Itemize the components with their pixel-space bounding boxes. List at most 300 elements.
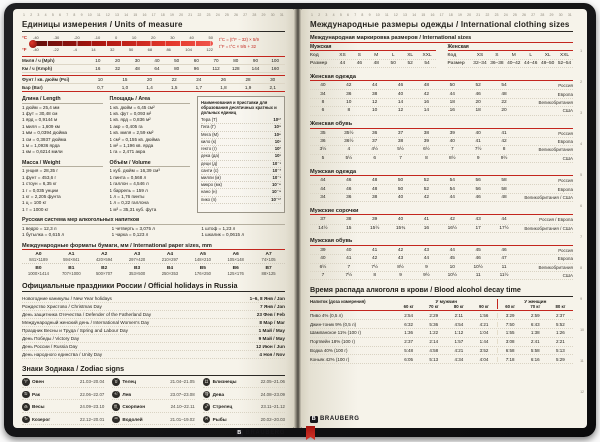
prefix-value: 10⁻²	[272, 167, 281, 173]
section-title: Мужская одежда	[310, 169, 573, 177]
value-cell: 125×176	[227, 270, 244, 276]
row-values	[88, 66, 285, 71]
row-values	[88, 58, 285, 63]
value-cell: 44–46	[524, 61, 538, 66]
value-cell: 7	[354, 13, 357, 17]
value-cell: -10	[94, 35, 101, 40]
value-cell: 14	[423, 108, 430, 114]
brauberg-brand	[22, 425, 285, 437]
value-cell: 16	[449, 108, 455, 114]
value-cell: 22	[501, 99, 507, 105]
holiday-date: 1–6, 8 Янв / Jan	[249, 295, 285, 301]
value-cell: 48–50	[540, 61, 555, 66]
code-label: Код	[310, 53, 319, 58]
value-cell: 17½	[499, 225, 509, 231]
holiday-name: День народного единства / Unity Day	[22, 352, 103, 357]
men-codes	[334, 53, 436, 58]
row-values	[88, 85, 285, 90]
value-cell: 9	[399, 273, 402, 279]
value-cell: 40	[397, 217, 404, 223]
value-cell: 210×297	[161, 256, 179, 262]
value-cell: XL	[544, 53, 551, 58]
value-cell: 7	[399, 155, 402, 161]
value-cell: XS	[476, 53, 484, 58]
open-pages	[13, 9, 587, 436]
value-cell: 50	[397, 178, 404, 184]
value-cell: А2	[101, 251, 108, 257]
zodiac-name: Близнецы	[212, 379, 237, 385]
value-cell: 4½	[371, 147, 379, 153]
value-cell: 500×707	[95, 270, 113, 276]
value-cell: 16	[423, 99, 430, 105]
value-cell: 32	[110, 47, 115, 52]
value-cell: 18	[475, 108, 481, 114]
prefix-name: Тера (Т)	[201, 117, 218, 123]
brand-name: BRAUBERG	[245, 429, 285, 436]
measure-line: 1 штоф = 1,23 л	[201, 225, 236, 231]
men-shirts-section	[310, 208, 573, 233]
men-decay-times	[396, 322, 497, 327]
holiday-name: Рождество Христово / Christmas Day	[22, 303, 102, 309]
value-cell: 122	[206, 47, 213, 52]
value-cell: 1000×1414	[27, 270, 49, 276]
value-cell: 12	[372, 99, 378, 105]
prefix-name: Мега (М)	[201, 131, 219, 137]
value-cell: 7	[66, 13, 69, 17]
value-cell: 7	[450, 147, 454, 153]
value-cell: А6	[232, 251, 239, 257]
value-cell: 2:59	[530, 312, 540, 318]
value-cell: 10½	[447, 273, 457, 279]
zodiac-dates: 22.12–20.01	[79, 416, 105, 422]
prefix-row	[201, 146, 281, 153]
formula-celsius: t°C = (t°F − 32) × 5/9	[219, 37, 259, 43]
size-row	[310, 255, 573, 263]
prefix-name: милли (м)	[201, 175, 221, 180]
holiday-date: 7 Янв / Jan	[260, 303, 285, 309]
holiday-date: 12 Июн / Jun	[256, 343, 285, 349]
drink-name: Шампанское 11% (100 г)	[310, 330, 361, 336]
value-cell: 1	[311, 13, 313, 17]
value-cell: 1,8	[220, 85, 227, 90]
zodiac-name: Стрелец	[212, 404, 233, 410]
value-cell: 44	[339, 61, 346, 66]
value-cell: 5:13	[429, 356, 439, 362]
value-cell: 6:32	[404, 321, 413, 327]
value-cell: 34	[320, 91, 326, 97]
value-cell: 88×125	[261, 270, 276, 276]
value-cell: 10	[449, 264, 455, 270]
value-cell: В7	[265, 265, 272, 271]
zodiac-dates: 24.08–23.09	[260, 391, 285, 397]
holiday-name: Праздник Весны и Труда / Spring and Labour Day	[22, 327, 128, 333]
weight-section	[22, 160, 103, 213]
value-cell: 30	[134, 58, 140, 63]
left-page-title: Единицы измерения / Units of measure	[22, 19, 285, 32]
right-page-title: Международные размеры одежды / International clothing sizes	[310, 19, 573, 32]
zodiac-dates: 21.01–19.02	[170, 416, 195, 422]
men-decay-times	[396, 339, 497, 344]
value-cell: 6	[373, 155, 377, 161]
country-label: Россия	[558, 248, 573, 254]
conversion-line: 1 унция = 28,35 г	[22, 168, 59, 174]
women-decay-times	[497, 330, 573, 335]
value-cell: 12	[105, 13, 110, 17]
value-cell: 28	[540, 13, 545, 17]
value-cell: А5	[199, 251, 206, 257]
value-cell: 9	[368, 13, 371, 17]
zodiac-section	[22, 359, 285, 425]
prefix-value: 10⁶	[274, 131, 281, 137]
value-cell: 15½	[370, 225, 380, 231]
value-cell: 11	[580, 359, 584, 363]
value-cell: 4:58	[429, 347, 439, 353]
value-cell: 10	[346, 99, 352, 105]
value-cell: 40	[397, 91, 404, 97]
country-label: Европа	[557, 186, 573, 192]
value-cell: 8	[321, 99, 325, 105]
women-marking	[448, 44, 574, 68]
conversion-line: 1 куб. дюйм = 16,39 см³	[109, 168, 160, 174]
value-cell: 16	[95, 66, 101, 71]
men-sizes	[334, 61, 436, 66]
prefix-row	[201, 168, 281, 175]
size-values	[310, 156, 517, 161]
value-cell: 7	[321, 273, 325, 279]
conversion-line: 1 баррель = 159 л	[109, 187, 148, 193]
value-cell: 5	[339, 13, 342, 17]
value-cell: 50	[397, 186, 404, 192]
size-row	[310, 146, 573, 154]
value-cell: 9	[476, 155, 480, 161]
conversion-line: 1 кв. миля = 2,59 км²	[109, 130, 154, 136]
prefix-value: 10⁻¹²	[271, 196, 281, 202]
value-cell: 1,7	[195, 85, 202, 90]
value-cell: 39	[449, 130, 455, 136]
section-title: Масса / Weight	[22, 160, 103, 168]
value-cell: А1	[68, 251, 75, 257]
holidays-section	[22, 276, 285, 359]
value-cell: 38	[372, 194, 378, 200]
value-cell: 46	[356, 61, 363, 66]
value-cell: 40	[189, 35, 194, 40]
holiday-name: День России / Russia Day	[22, 343, 78, 349]
row-label: Бар (Bar)	[22, 85, 43, 90]
holiday-date: 23 Фев / Feb	[256, 311, 285, 317]
value-cell: 7	[580, 235, 583, 239]
women-clothing-section	[310, 74, 573, 116]
value-cell: 46	[346, 178, 352, 184]
drink-column-header: Напиток (доза измерения)	[310, 299, 366, 305]
value-cell: 4:34	[454, 356, 464, 362]
women-label: Женская	[448, 44, 574, 51]
thermometer-bar	[33, 41, 213, 46]
zodiac-item	[203, 403, 285, 413]
holiday-row	[22, 343, 285, 351]
country-label: Великобритания	[538, 147, 573, 153]
value-cell: 41	[372, 248, 378, 254]
country-label: Европа	[557, 256, 573, 262]
size-row	[310, 60, 436, 68]
zodiac-icon: ♏	[112, 403, 120, 411]
value-cell: 28	[245, 77, 251, 82]
value-cell: 58	[501, 178, 507, 184]
value-cell: 96	[193, 66, 199, 71]
value-cell: В2	[101, 265, 108, 271]
country-label: США	[562, 155, 573, 161]
zodiac-item	[22, 403, 104, 413]
value-cell: 6	[59, 13, 61, 17]
conversion-line: 1 фут = 30,48 см	[22, 110, 58, 116]
value-cell: 12	[393, 13, 398, 17]
size-values	[310, 131, 517, 136]
alcohol-decay-section	[310, 280, 573, 364]
value-cell: 26	[234, 13, 238, 17]
holiday-name: День Победы / Victory Day	[22, 335, 80, 341]
value-cell: -40	[33, 35, 39, 40]
value-cell: 47	[501, 256, 507, 262]
value-cell: 30	[170, 35, 175, 40]
value-cell: 1:57	[454, 339, 464, 345]
value-cell: 42	[449, 217, 455, 223]
value-cell: 13	[115, 13, 119, 17]
value-cell: 5:36	[429, 321, 439, 327]
zodiac-icon: ♐	[203, 403, 211, 411]
value-cell: 5½	[345, 155, 353, 161]
value-cell: -4	[73, 47, 77, 52]
value-cell: 42	[346, 83, 352, 89]
value-cell: 1:22	[429, 330, 439, 336]
zodiac-item	[22, 391, 104, 401]
value-cell: 48	[501, 194, 507, 200]
prefix-row	[201, 189, 281, 196]
prefix-row	[201, 124, 281, 131]
size-label: Размер	[447, 61, 465, 66]
prefix-name: санти (с)	[201, 167, 219, 173]
value-cell: 10	[580, 328, 584, 332]
value-cell: 5	[321, 155, 325, 161]
value-cell: 2	[580, 80, 583, 84]
conversion-line: 1 пинта = 0,568 л	[109, 174, 147, 180]
value-cell: 8½	[397, 264, 404, 270]
value-cell: 23	[494, 13, 499, 17]
value-cell: 6:43	[530, 321, 540, 327]
value-cell: 16	[423, 225, 430, 231]
holiday-date: 9 Май / May	[258, 335, 285, 341]
value-cell: 44	[449, 194, 455, 200]
size-row	[310, 155, 573, 163]
women-decay-times	[497, 348, 573, 353]
conversion-line: 1 г = 0,035 унции	[22, 187, 59, 193]
value-cell: 27	[243, 13, 248, 17]
value-cell: 2:11	[454, 312, 464, 318]
value-cell: 37	[372, 139, 378, 145]
value-cell: 46	[346, 186, 352, 192]
celsius-ticks	[33, 35, 213, 40]
value-cell: 14	[412, 13, 417, 17]
value-cell: 42	[397, 248, 404, 254]
units-columns	[22, 96, 285, 213]
conversion-line: 1 стоун = 6,35 кг	[22, 181, 57, 187]
row-values	[88, 77, 285, 82]
prefix-row	[201, 182, 281, 189]
value-cell: 29	[261, 13, 266, 17]
value-cell: 7½	[345, 273, 353, 279]
measure-line: 1 чарка = 0,123 л	[111, 232, 149, 238]
conversion-line: 1 см² = 0,155 кв. дюйма	[109, 136, 160, 142]
temperature-formulas	[219, 37, 285, 50]
value-cell: 112	[212, 66, 220, 71]
value-cell: S	[357, 53, 361, 58]
value-cell: 2:41	[530, 339, 540, 345]
size-values	[310, 217, 517, 222]
value-cell: 2:37	[404, 339, 413, 345]
value-cell: 50	[174, 58, 180, 63]
value-cell: 40	[346, 248, 352, 254]
value-cell: 36	[346, 194, 352, 200]
value-cell: 8	[73, 13, 76, 17]
prefix-value: 10⁻⁶	[271, 182, 281, 188]
drink-name: Коньяк 42% (100 г)	[310, 356, 350, 362]
value-cell: 31	[279, 13, 284, 17]
value-cell: А7	[265, 251, 272, 257]
value-cell: 20	[475, 99, 481, 105]
value-cell: 1	[23, 13, 25, 17]
prefix-value: 10³	[274, 138, 281, 144]
value-cell: 7½	[474, 147, 482, 153]
zodiac-name: Скорпион	[122, 404, 146, 410]
value-cell: 30	[558, 13, 563, 17]
paper-sizes-title: Международные форматы бумаги, мм / International paper sizes, mm	[22, 243, 285, 251]
value-cell: 594×841	[63, 256, 80, 262]
men-group-header: У мужчин	[435, 299, 458, 305]
zodiac-icon: ♉	[112, 378, 120, 386]
value-cell: 43	[475, 217, 481, 223]
value-cell: 58	[501, 186, 507, 192]
value-cell: 18	[448, 13, 453, 17]
value-cell: 44	[423, 256, 430, 262]
country-label: Европа	[557, 91, 573, 97]
holiday-row	[22, 311, 285, 319]
value-cell: 20	[467, 13, 472, 17]
value-cell: 1:38	[530, 330, 540, 336]
value-cell: 1,4	[146, 85, 153, 90]
size-values	[310, 273, 517, 278]
code-row	[448, 52, 574, 60]
zodiac-item	[112, 378, 194, 388]
value-cell: 11½	[499, 273, 509, 279]
size-values	[310, 147, 517, 152]
value-cell: 11	[384, 13, 389, 17]
area-section	[110, 96, 191, 156]
size-row	[310, 130, 573, 138]
value-cell: А0	[35, 251, 42, 257]
zodiac-item	[112, 403, 194, 413]
value-cell: 17	[475, 225, 481, 231]
row-label: Км / ч (Kmph)	[22, 66, 53, 71]
measure-line: 1 шкалик = 0,0615 л	[201, 232, 245, 238]
value-cell: M	[511, 53, 516, 58]
conversion-line: 1 ц = 100 кг	[22, 200, 47, 206]
size-values	[310, 100, 517, 105]
value-cell: -40	[33, 47, 39, 52]
size-row	[310, 247, 573, 255]
value-cell: 50	[208, 35, 213, 40]
value-cell: 48	[372, 178, 378, 184]
value-cell: L	[529, 53, 533, 58]
country-label: Великобритания / США	[524, 194, 573, 200]
value-cell: 7½	[371, 264, 379, 270]
value-cell: 148×210	[194, 256, 212, 262]
code-label: Код	[447, 53, 457, 58]
drink-name: Водка 40% (100 г)	[310, 347, 348, 353]
value-cell: 20	[179, 13, 184, 17]
value-cell: 14	[397, 99, 404, 105]
zodiac-dates: 20.02–20.03	[260, 416, 285, 422]
table-row	[22, 84, 285, 91]
value-cell: 1:26	[556, 330, 565, 336]
value-cell: 353×500	[128, 270, 146, 276]
value-cell: M	[374, 53, 379, 58]
value-cell: 3	[37, 13, 40, 17]
value-cell: XXL	[422, 53, 432, 58]
paper-a-values	[22, 257, 285, 262]
value-cell: 1	[580, 49, 583, 53]
men-decay-times	[396, 313, 497, 318]
value-cell: 50	[449, 83, 455, 89]
value-cell: 48	[423, 83, 430, 89]
holiday-date: 4 Ноя / Nov	[259, 352, 285, 357]
conversion-line: 1 л = 0,22 галлона	[109, 200, 149, 206]
value-cell: 44	[320, 178, 326, 184]
value-cell: -20	[73, 35, 80, 40]
value-cell: 68	[147, 47, 153, 52]
zodiac-icon: ♈	[22, 378, 30, 386]
value-cell: 8	[373, 273, 377, 279]
value-cell: 60 кг	[403, 304, 414, 310]
value-cell: 1,9	[244, 85, 252, 90]
value-cell: 5:52	[556, 321, 565, 327]
table-row	[22, 65, 285, 73]
value-cell: 41	[423, 217, 430, 223]
value-cell: 44	[372, 83, 378, 89]
value-cell: 50	[390, 61, 396, 66]
value-cell: 5½	[397, 147, 404, 153]
alcohol-table-row	[310, 311, 573, 320]
zodiac-title: Знаки Зодиака / Zodiac signs	[22, 364, 285, 376]
value-cell: 420×594	[95, 256, 113, 262]
value-cell: 6:16	[530, 356, 540, 362]
paper-grid-b	[22, 263, 285, 276]
holiday-name: День защитника Отечества / Defender of the Fatherland Day	[22, 311, 152, 317]
conversion-line: 1 мм = 0,0394 дюйма	[22, 130, 68, 136]
value-cell: 144	[251, 66, 260, 71]
value-cell: 44	[320, 186, 326, 192]
value-cell: 52	[475, 83, 481, 89]
alcohol-table-row	[310, 355, 573, 364]
value-cell: 37	[320, 217, 326, 223]
zodiac-item	[22, 416, 104, 426]
size-values	[310, 92, 517, 97]
value-cell: 105×148	[227, 256, 244, 262]
value-cell: 6	[321, 108, 325, 114]
value-cell: 52	[407, 61, 413, 66]
prefix-value: 10⁻⁹	[271, 189, 281, 195]
prefixes-title: Наименования и приставки для образования десятичных кратных и дольных единиц	[201, 99, 277, 115]
value-cell: 21	[476, 13, 481, 17]
value-cell: 1:44	[479, 339, 489, 345]
value-cell: 2:29	[429, 312, 439, 318]
